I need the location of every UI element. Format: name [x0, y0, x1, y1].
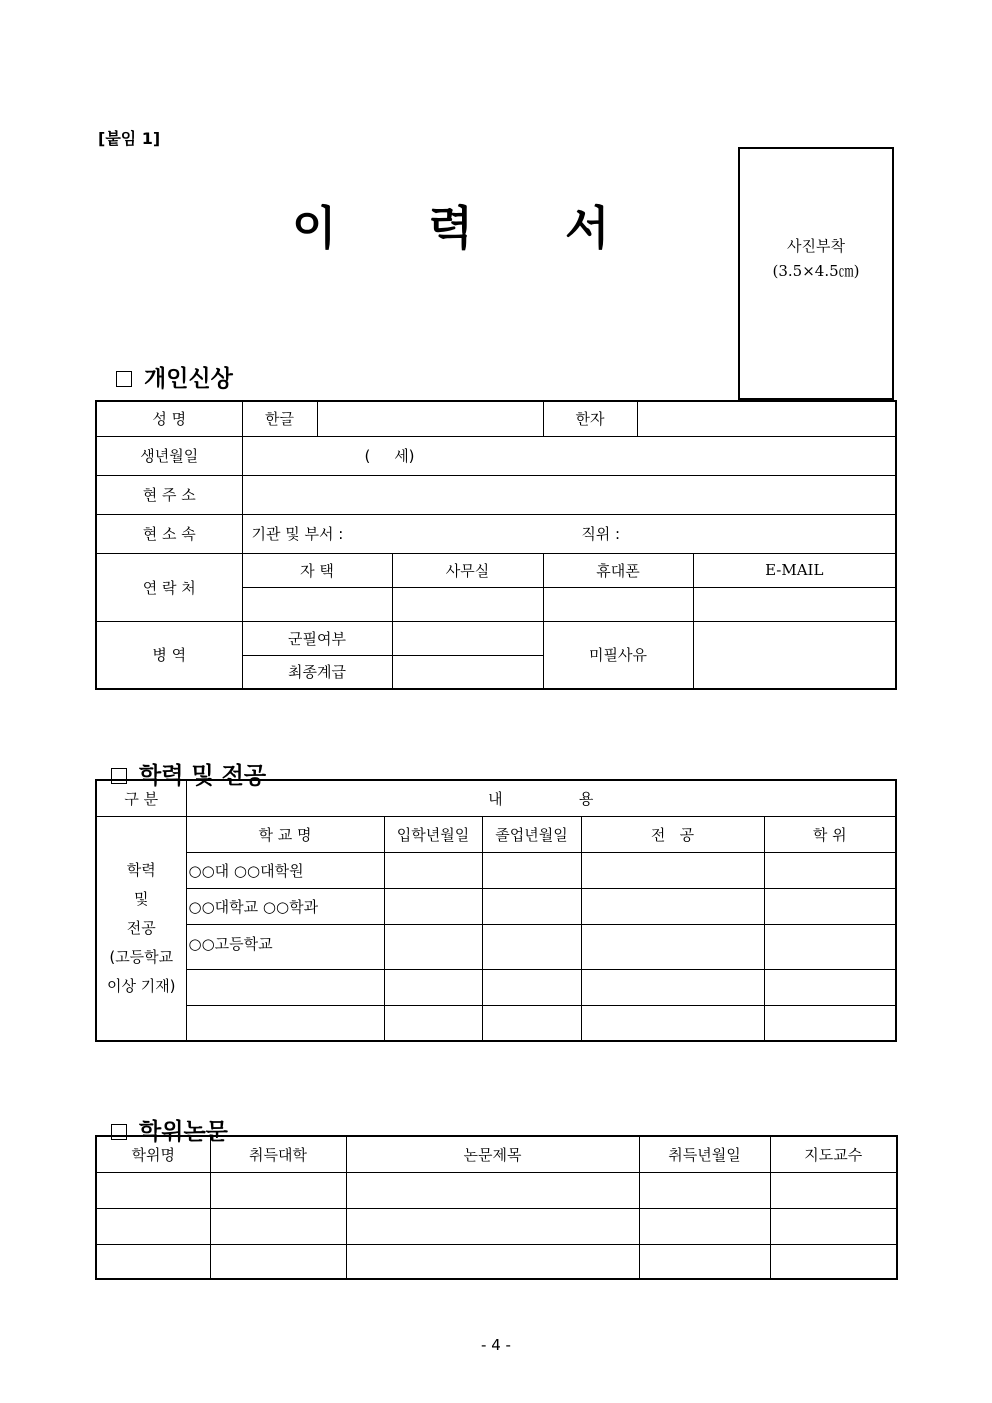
affiliation-field[interactable]: [242, 514, 896, 553]
position-label: 직위 :: [581, 525, 621, 543]
photo-label: 사진부착: [787, 236, 845, 255]
admission-date-header: 입학년월일: [384, 816, 482, 852]
school-name-cell[interactable]: ○○대학교 ○○학과: [186, 888, 384, 924]
degree-header: 학 위: [764, 816, 896, 852]
office-phone-field[interactable]: [392, 587, 543, 621]
table-cell[interactable]: [346, 1208, 639, 1244]
table-cell[interactable]: [384, 852, 482, 888]
dept-label: 기관 및 부서 :: [251, 525, 344, 543]
graduation-date-header: 졸업년월일: [482, 816, 581, 852]
category-label: 구 분: [96, 780, 186, 816]
section-title-text: 개인신상: [144, 366, 233, 392]
address-label: 현 주 소: [96, 475, 242, 514]
table-cell[interactable]: [210, 1244, 346, 1279]
side-label-line: 학력: [126, 860, 156, 879]
school-name-cell[interactable]: [186, 1005, 384, 1041]
school-name-cell[interactable]: ○○고등학교: [186, 924, 384, 969]
personal-info-table: [95, 400, 897, 690]
university-header: 취득대학: [210, 1136, 346, 1172]
table-cell[interactable]: [764, 969, 896, 1005]
major-header: 전 공: [581, 816, 764, 852]
degree-name-header: 학위명: [96, 1136, 210, 1172]
military-status-label: 군필여부: [242, 621, 392, 655]
table-cell[interactable]: [384, 969, 482, 1005]
military-status-field[interactable]: [392, 621, 543, 655]
contact-email-header: E-MAIL: [693, 553, 896, 587]
school-name-cell[interactable]: [186, 969, 384, 1005]
table-cell[interactable]: [210, 1208, 346, 1244]
advisor-header: 지도교수: [770, 1136, 897, 1172]
korean-label: 한글: [242, 401, 317, 436]
checkbox-icon: [116, 371, 132, 387]
thesis-title-header: 논문제목: [346, 1136, 639, 1172]
table-cell[interactable]: [210, 1172, 346, 1208]
contact-label: 연 락 처: [96, 553, 242, 621]
table-cell[interactable]: [764, 888, 896, 924]
exempt-reason-field[interactable]: [693, 621, 896, 689]
school-name-cell[interactable]: ○○대 ○○대학원: [186, 852, 384, 888]
table-cell[interactable]: [482, 969, 581, 1005]
email-field[interactable]: [693, 587, 896, 621]
age-text: ( 세): [364, 447, 415, 465]
table-cell[interactable]: [96, 1244, 210, 1279]
table-cell[interactable]: [581, 888, 764, 924]
thesis-table: [95, 1135, 898, 1280]
section-personal-title: [100, 334, 233, 393]
table-cell[interactable]: [581, 852, 764, 888]
contact-mobile-header: 휴대폰: [543, 553, 693, 587]
table-cell[interactable]: [764, 1005, 896, 1041]
address-field[interactable]: [242, 475, 896, 514]
birth-label: 생년월일: [96, 436, 242, 475]
photo-box: [738, 147, 894, 400]
table-cell[interactable]: [764, 924, 896, 969]
section-title-text: 학위논문: [139, 1119, 228, 1145]
content-label: 내 용: [186, 780, 896, 816]
hanja-name-field[interactable]: [637, 401, 896, 436]
table-cell[interactable]: [384, 1005, 482, 1041]
table-cell[interactable]: [581, 969, 764, 1005]
table-cell[interactable]: [482, 888, 581, 924]
home-phone-field[interactable]: [242, 587, 392, 621]
table-cell[interactable]: [482, 852, 581, 888]
document-title: 이 력 서: [292, 201, 612, 255]
exempt-reason-label: 미필사유: [543, 621, 693, 689]
table-cell[interactable]: [581, 924, 764, 969]
page-number: - 4 -: [481, 1336, 511, 1354]
table-cell[interactable]: [581, 1005, 764, 1041]
table-cell[interactable]: [346, 1172, 639, 1208]
table-cell[interactable]: [770, 1244, 897, 1279]
table-cell[interactable]: [96, 1208, 210, 1244]
affiliation-label: 현 소 속: [96, 514, 242, 553]
military-label: 병 역: [96, 621, 242, 689]
korean-name-field[interactable]: [317, 401, 543, 436]
name-label: 성 명: [96, 401, 242, 436]
table-cell[interactable]: [639, 1172, 770, 1208]
contact-home-header: 자 택: [242, 553, 392, 587]
side-label-line: (고등학교: [109, 947, 174, 966]
side-label-line: 및: [134, 889, 149, 908]
education-table: [95, 779, 897, 1042]
birth-field[interactable]: [242, 436, 896, 475]
side-label-line: 이상 기재): [106, 976, 176, 995]
hanja-label: 한자: [543, 401, 637, 436]
contact-office-header: 사무실: [392, 553, 543, 587]
school-name-header: 학 교 명: [186, 816, 384, 852]
photo-size: (3.5×4.5㎝): [772, 261, 860, 280]
final-rank-field[interactable]: [392, 655, 543, 689]
table-cell[interactable]: [482, 1005, 581, 1041]
degree-date-header: 취득년월일: [639, 1136, 770, 1172]
section-title-text: 학력 및 전공: [139, 763, 267, 789]
table-cell[interactable]: [96, 1172, 210, 1208]
table-cell[interactable]: [770, 1208, 897, 1244]
mobile-phone-field[interactable]: [543, 587, 693, 621]
attachment-label: [붙임 1]: [98, 129, 161, 148]
table-cell[interactable]: [384, 924, 482, 969]
table-cell[interactable]: [384, 888, 482, 924]
table-cell[interactable]: [639, 1244, 770, 1279]
table-cell[interactable]: [639, 1208, 770, 1244]
final-rank-label: 최종계급: [242, 655, 392, 689]
table-cell[interactable]: [770, 1172, 897, 1208]
side-label-line: 전공: [126, 918, 156, 937]
table-cell[interactable]: [482, 924, 581, 969]
education-side-label: [96, 816, 186, 1041]
table-cell[interactable]: [764, 852, 896, 888]
table-cell[interactable]: [346, 1244, 639, 1279]
